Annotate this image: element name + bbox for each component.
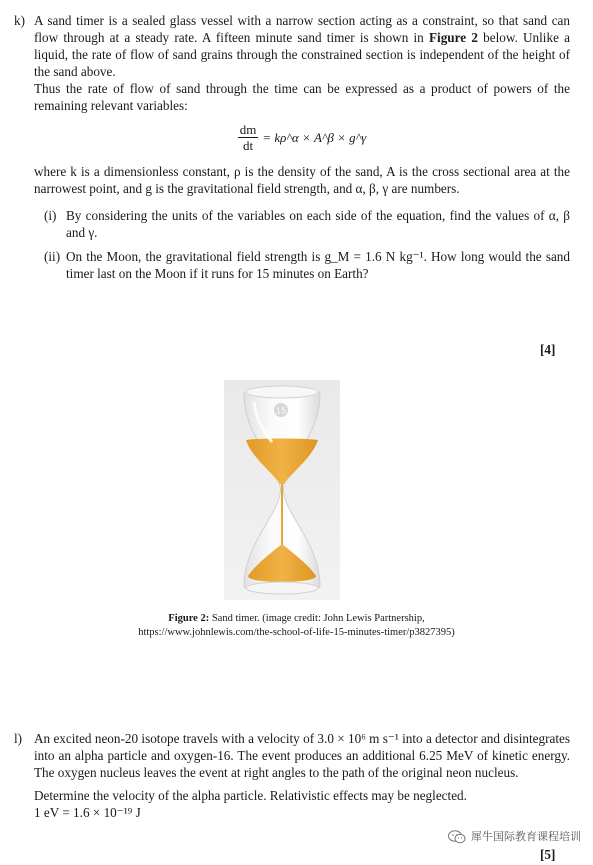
wechat-icon — [448, 830, 466, 844]
question-l-marks: [5] — [540, 847, 556, 862]
question-k-label: k) — [14, 13, 25, 28]
equation-rhs: = kρ^α × A^β × g^γ — [262, 130, 367, 145]
equation-lhs-denominator: dt — [242, 138, 254, 153]
sand-timer-figure — [224, 380, 340, 600]
question-l-paragraph-3: 1 eV = 1.6 × 10⁻¹⁹ J — [34, 805, 141, 820]
question-k-paragraph-2: Thus the rate of flow of sand through the time can be expressed as a product of powers of the remaining relevant variables: — [34, 81, 570, 113]
timer-badge: 15 — [275, 406, 287, 416]
question-k — [14, 12, 570, 289]
watermark-text: 犀牛国际教育课程培训 — [471, 830, 581, 843]
sub-question-ii-label: (ii) — [44, 249, 61, 264]
figure-caption — [60, 612, 533, 640]
sand-timer-image — [224, 380, 340, 600]
flow-rate-equation — [34, 122, 570, 153]
sub-question-i-text: By considering the units of the variables on each side of the equation, find the values of α, β and γ. — [66, 208, 570, 240]
figure-reference: Figure 2 — [428, 30, 478, 45]
equation-lhs — [238, 122, 259, 153]
question-k-paragraph-1: A sand timer is a sealed glass vessel with a narrow section acting as a constraint, so that sand can flow through at a steady rate. A fifteen minute sand timer is shown in Figure 2 below. Unlike a liquid, the rate of flow of sand grains through the constrained section is independent of the height of the sand above. — [34, 13, 570, 79]
question-k-paragraph-3: where k is a dimensionless constant, ρ is the density of the sand, A is the cross sectional area at the narrowest point, and g is the gravitational field strength, and α, β, γ are numbers. — [34, 164, 570, 196]
sub-question-ii-text: On the Moon, the gravitational field strength is g_M = 1.6 N kg⁻¹. How long would the sand timer last on the Moon if it runs for 15 minutes on Earth? — [66, 249, 570, 281]
equation-lhs-numerator: dm — [239, 122, 257, 137]
question-l-label: l) — [14, 731, 23, 746]
sub-question-i — [44, 207, 570, 241]
question-k-marks: [4] — [540, 342, 556, 357]
question-l — [14, 730, 570, 821]
figure-caption-text: Sand timer. (image credit: John Lewis Partnership, — [211, 613, 425, 624]
question-k-sub-items — [44, 207, 570, 282]
sub-question-ii — [44, 248, 570, 282]
sub-question-i-label: (i) — [44, 208, 57, 223]
question-l-paragraph-1: An excited neon-20 isotope travels with a velocity of 3.0 × 10⁶ m s⁻¹ into a detector and disintegrates into an alpha particle and oxygen-16. The event produces an additional 6.25 MeV of kinetic energy. The oxygen nucleus leaves the event at right angles to the path of the original neon nucleus. — [34, 731, 570, 780]
watermark — [448, 828, 581, 845]
question-l-paragraph-2: Determine the velocity of the alpha particle. Relativistic effects may be neglected. — [34, 788, 467, 803]
figure-caption-label: Figure 2: — [168, 613, 210, 624]
figure-caption-url: https://www.johnlewis.com/the-school-of-life-15-minutes-timer/p3827395) — [138, 627, 455, 638]
